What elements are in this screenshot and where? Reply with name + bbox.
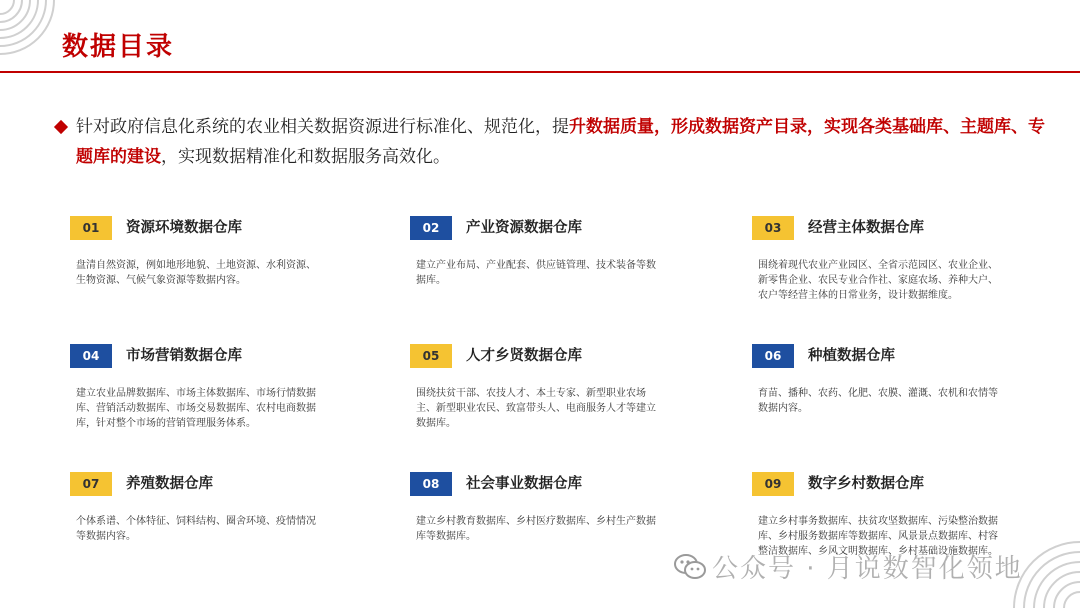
card-description: 围绕扶贫干部、农技人才、本土专家、新型职业农场主、新型职业农民、致富带头人、电商服务人才等建立数据库。 — [416, 388, 656, 429]
card-description: 建立乡村事务数据库、扶贫攻坚数据库、污染整治数据库、乡村服务数据库等数据库、风景景点数据库、村容整洁数据库、乡风文明数据库、乡村基础设施数据库。 — [758, 516, 998, 557]
card-title: 数字乡村数据仓库 — [808, 476, 924, 492]
card-number-badge: 02 — [410, 216, 452, 240]
card-number-badge: 04 — [70, 344, 112, 368]
intro-text — [56, 112, 1046, 172]
card-number-badge: 08 — [410, 472, 452, 496]
card-title: 种植数据仓库 — [808, 348, 895, 364]
card-description: 育苗、播种、农药、化肥、农膜、灌溉、农机和农情等数据内容。 — [758, 388, 998, 414]
card-title: 社会事业数据仓库 — [466, 476, 582, 492]
title-divider — [0, 71, 1080, 73]
card-title: 市场营销数据仓库 — [126, 348, 242, 364]
card-description: 围绕着现代农业产业园区、全省示范园区、农业企业、新零售企业、农民专业合作社、家庭农场、养种大户、农户等经营主体的日常业务，设计数据维度。 — [758, 260, 998, 301]
card-title: 产业资源数据仓库 — [466, 220, 582, 236]
card-description: 建立乡村教育数据库、乡村医疗数据库、乡村生产数据库等数据库。 — [416, 516, 656, 542]
card-description: 个体系谱、个体特征、饲料结构、圈舍环境、疫情情况等数据内容。 — [76, 516, 316, 542]
card-title: 经营主体数据仓库 — [808, 220, 924, 236]
card-number-badge: 05 — [410, 344, 452, 368]
card-title: 人才乡贤数据仓库 — [466, 348, 582, 364]
card-number-badge: 03 — [752, 216, 794, 240]
card-title: 养殖数据仓库 — [126, 476, 213, 492]
card-description: 盘清自然资源，例如地形地貌、土地资源、水利资源、生物资源、气候气象资源等数据内容。 — [76, 260, 316, 286]
card-number-badge: 07 — [70, 472, 112, 496]
card-number-badge: 06 — [752, 344, 794, 368]
intro-part1: 针对政府信息化系统的农业相关数据资源进行标准化、规范化，提 — [76, 117, 569, 137]
card-description: 建立产业布局、产业配套、供应链管理、技术装备等数据库。 — [416, 260, 656, 286]
wechat-icon — [673, 552, 707, 582]
watermark-text: 公众号 · 月说数智化领地 — [712, 554, 1023, 584]
card-description: 建立农业品牌数据库、市场主体数据库、市场行情数据库、营销活动数据库、市场交易数据库、农村电商数据库，针对整个市场的营销管理服务体系。 — [76, 388, 316, 429]
card-number-badge: 09 — [752, 472, 794, 496]
page-title: 数据目录 — [62, 32, 175, 62]
intro-part2: ，实现数据精准化和数据服务高效化。 — [161, 147, 450, 167]
intro-highlight: 升数据质量，形成数据资产目录，实现各类基础库、主题库、专题库的建设 — [76, 117, 1045, 167]
intro-paragraph — [56, 112, 1046, 172]
corner-decoration-top-left — [0, 0, 70, 70]
card-title: 资源环境数据仓库 — [126, 220, 242, 236]
card-number-badge: 01 — [70, 216, 112, 240]
